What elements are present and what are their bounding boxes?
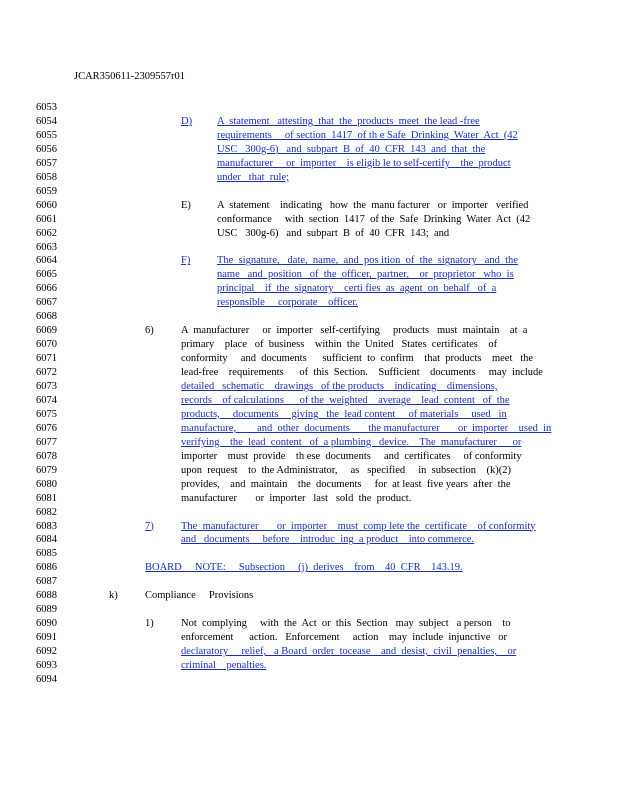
item-text-line: The manufacturer or importer must comp lete the certificate of conformity [181,520,536,532]
line-number: 6087 [36,576,57,588]
line-number: 6082 [36,506,57,518]
item-text-line: conformance with section 1417 of the Safe Drinking Water Act (42 [217,213,531,225]
line-number: 6090 [36,618,57,630]
line-number: 6061 [36,213,57,225]
line-number: 6084 [36,534,57,546]
line-number: 6053 [36,102,57,113]
item-text-line: manufacturer or importer last sold the product. [181,492,412,504]
item-text-line: under that rule; [217,171,290,183]
line-number: 6067 [36,297,57,309]
line-number: 6078 [36,450,57,462]
section-k-label: k) [109,590,118,602]
line-number: 6089 [36,604,57,616]
item-label: D) [181,115,193,127]
line-number: 6054 [36,115,57,127]
subsection-text-line: Not complying with the Act or this Section may subject a person to [181,618,511,630]
line-number: 6058 [36,171,57,183]
item-text-line: USC 300g-6) and subpart B of 40 CFR 143; and [217,227,450,239]
item-text-line: conformity and documents sufficient to confirm that products meet the [181,353,534,365]
subsection-text-line: criminal penalties. [181,660,267,671]
item-text-line: A manufacturer or importer self-certifying products must maintain at a [181,325,528,337]
line-number: 6091 [36,632,57,644]
item-text-line: responsible corporate officer. [217,297,358,309]
subsection-text-line: declaratory relief, a Board order tocease and desist, civil penalties, or [181,646,517,658]
item-label: E) [181,199,191,211]
section-k-title: Compliance Provisions [145,590,254,602]
line-number: 6057 [36,157,57,169]
item-text-line: detailed schematic drawings of the products indicating dimensions, [181,381,498,392]
line-number: 6074 [36,394,57,406]
item-text-line: verifying the lead content of a plumbing device. The manufacturer or [181,436,522,448]
item-label: F) [181,255,191,267]
item-text-line: primary place of business within the United States certificates of [181,339,498,351]
item-text-line: manufacture, and other documents the manufacturer or importer used in [181,422,552,434]
item-text-line: requirements of section 1417 of th e Safe Drinking Water Act (42 [217,129,518,141]
line-number: 6064 [36,255,57,267]
item-text-line: A statement indicating how the manu facturer or importer verified [217,199,529,211]
line-number: 6060 [36,199,57,211]
line-number: 6070 [36,339,57,351]
item-text-line: A statement attesting that the products meet the lead -free [217,115,480,127]
document-id: JCAR350611-2309557r01 [74,71,186,82]
line-number: 6069 [36,325,57,337]
line-number: 6066 [36,283,57,295]
line-number: 6079 [36,464,57,476]
item-text-line: The signature, date, name, and pos ition of the signatory and the [217,255,518,267]
line-number: 6068 [36,311,57,323]
subsection-label: 1) [145,618,154,630]
item-text-line: principal if the signatory certi fies as agent on behalf of a [217,283,497,295]
item-text-line: upon request to the Administrator, as specified in subsection (k)(2) [181,464,511,476]
line-number: 6086 [36,562,57,574]
line-number: 6081 [36,492,57,504]
item-text-line: USC 300g-6) and subpart B of 40 CFR 143 and that the [217,143,486,155]
line-number: 6077 [36,436,57,448]
line-number: 6076 [36,422,57,434]
line-number: 6059 [36,185,57,197]
item-text-line: name and position of the officer, partner, or proprietor who is [217,269,514,281]
line-number: 6092 [36,646,57,658]
line-number: 6085 [36,548,57,560]
line-number: 6071 [36,353,57,365]
item-text-line: lead-free requirements of this Section. Sufficient documents may include [181,367,543,379]
line-number: 6094 [36,673,57,685]
line-number: 6062 [36,227,57,239]
item-text-line: manufacturer or importer is eligib le to self-certify the product [217,157,511,169]
item-text-line: and documents before introduc ing a product into commerce. [181,534,475,546]
line-number: 6063 [36,241,57,253]
line-number: 6055 [36,129,57,141]
line-number: 6056 [36,143,57,155]
line-number: 6075 [36,408,57,420]
item-text-line: provides, and maintain the documents for at least five years after the [181,478,511,490]
board-note: BOARD NOTE: Subsection (j) derives from 40 CFR 143.19. [145,562,463,574]
line-number: 6073 [36,381,57,392]
item-label: 7) [145,520,154,532]
line-number: 6093 [36,660,57,671]
subsection-text-line: enforcement action. Enforcement action may include injunctive or [181,632,507,644]
item-text-line: records of calculations of the weighted average lead content of the [181,394,510,406]
line-number: 6088 [36,590,57,602]
line-number: 6065 [36,269,57,281]
line-number: 6083 [36,520,57,532]
line-number: 6080 [36,478,57,490]
item-text-line: importer must provide th ese documents and certificates of conformity [181,450,522,462]
line-number: 6072 [36,367,57,379]
item-text-line: products, documents giving the lead content of materials used in [181,408,507,420]
item-label: 6) [145,325,154,337]
